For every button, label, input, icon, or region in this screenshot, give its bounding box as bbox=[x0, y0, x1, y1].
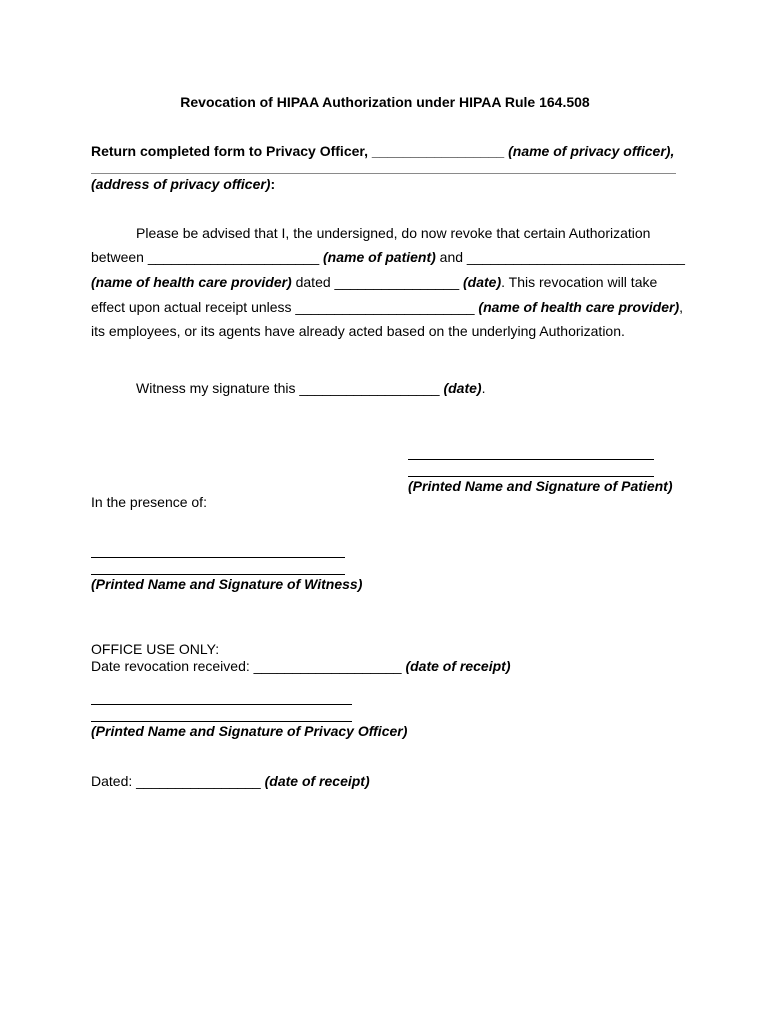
witness-date-prefix: Witness my signature this __________________ bbox=[136, 380, 444, 396]
between-text: between ______________________ bbox=[91, 249, 324, 265]
patient-name-blank bbox=[408, 459, 654, 460]
body-line-5: its employees, or its agents have already acted based on the underlying Authorization. bbox=[91, 323, 625, 339]
return-to-prefix: Return completed form to Privacy Officer, _________________ bbox=[91, 143, 509, 159]
address-blank-line bbox=[91, 173, 676, 174]
witness-signature-blank bbox=[91, 574, 345, 575]
witness-name-blank bbox=[91, 557, 345, 558]
body-line-1: Please be advised that I, the undersigned, do now revoke that certain Authorization bbox=[136, 225, 651, 241]
body-line-2 bbox=[91, 249, 685, 265]
privacy-officer-name-hint: (name of privacy officer), bbox=[508, 143, 675, 159]
address-line bbox=[91, 176, 275, 192]
provider-name-hint: (name of health care provider) bbox=[91, 274, 292, 290]
receipt-unless-text: effect upon actual receipt unless _______________________ bbox=[91, 299, 479, 315]
privacy-officer-address-hint: (address of privacy officer) bbox=[91, 176, 271, 192]
officer-signature-blank bbox=[91, 721, 352, 722]
date-received-prefix: Date revocation received: ___________________ bbox=[91, 658, 406, 674]
body-line-3 bbox=[91, 274, 657, 290]
office-use-heading: OFFICE USE ONLY: bbox=[91, 641, 220, 657]
presence-label: In the presence of: bbox=[91, 494, 207, 510]
address-colon: : bbox=[270, 176, 276, 192]
dated-hint: (date of receipt) bbox=[264, 773, 370, 789]
dated-prefix: Dated: ________________ bbox=[91, 773, 265, 789]
patient-signature-label: (Printed Name and Signature of Patient) bbox=[408, 478, 673, 494]
witness-signature-label: (Printed Name and Signature of Witness) bbox=[91, 576, 363, 592]
witness-date-hint: (date) bbox=[443, 380, 482, 396]
witness-date-period: . bbox=[481, 380, 486, 396]
and-text: and ____________________________ bbox=[435, 249, 685, 265]
officer-name-blank bbox=[91, 704, 352, 705]
document-title: Revocation of HIPAA Authorization under HIPAA Rule 164.508 bbox=[180, 94, 590, 110]
dated-text: dated ________________ bbox=[291, 274, 463, 290]
provider-name-hint-2: (name of health care provider) bbox=[478, 299, 680, 315]
comma-text: , bbox=[679, 299, 684, 315]
return-to-line bbox=[91, 143, 674, 159]
revocation-effect-text: . This revocation will take bbox=[501, 274, 658, 290]
patient-name-hint: (name of patient) bbox=[323, 249, 436, 265]
officer-signature-label: (Printed Name and Signature of Privacy Officer) bbox=[91, 723, 408, 739]
witness-date-line bbox=[136, 380, 485, 396]
body-line-4 bbox=[91, 299, 683, 315]
date-received-hint: (date of receipt) bbox=[405, 658, 511, 674]
dated-line bbox=[91, 773, 370, 789]
date-hint: (date) bbox=[463, 274, 502, 290]
date-received-line bbox=[91, 658, 510, 674]
patient-signature-blank bbox=[408, 476, 654, 477]
